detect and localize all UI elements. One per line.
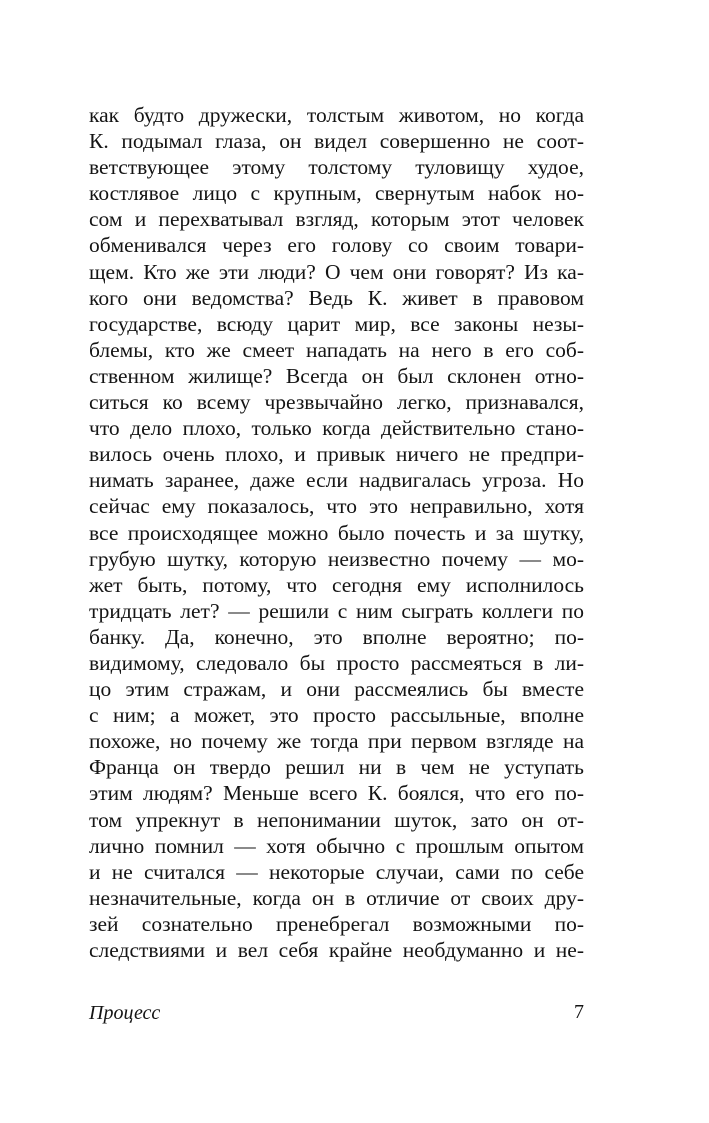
text-line: и не считался — некоторые случаи, сами по себе [89,859,584,884]
text-line: похоже, но почему же тогда при первом взгляде на [89,729,584,754]
text-line: жет быть, потому, что сегодня ему исполнилось [89,572,584,597]
body-text [89,102,584,963]
text-line: как будто дружески, толстым животом, но когда [89,103,584,127]
text-line: этим людям? Меньше всего К. боялся, что его по- [89,781,584,806]
text-line: грубую шутку, которую неизвестно почему — мо- [89,546,584,571]
text-line: ветствующее этому толстому туловищу худое, [89,155,584,180]
text-line: том упрекнут в непонимании шуток, зато он от- [89,807,584,832]
text-line: незначительные, когда он в отличие от своих дру- [89,885,584,910]
text-line: с ним; а может, это просто рассыльные, вполне [89,703,584,728]
text-line: К. подымал глаза, он видел совершенно не соот- [89,129,584,154]
running-footer-title: Процесс [89,1002,161,1024]
text-line: Франца он твердо решил ни в чем не уступать [89,755,584,780]
text-line: блемы, кто же смеет нападать на него в его соб- [89,337,584,362]
text-line: обменивался через его голову со своим товари- [89,233,584,258]
text-line: щем. Кто же эти люди? О чем они говорят? Из ка- [89,259,584,284]
text-line: сейчас ему показалось, что это неправильно, хотя [89,494,584,519]
text-line: ситься ко всему чрезвычайно легко, признавался, [89,390,584,415]
text-line: цо этим стражам, и они рассмеялись бы вместе [89,677,584,702]
text-line: зей сознательно пренебрегал возможными по- [89,911,584,936]
page-number: 7 [574,1001,584,1023]
text-line: банку. Да, конечно, это вполне вероятно; по- [89,624,584,649]
text-line: видимому, следовало бы просто рассмеяться в ли- [89,650,584,675]
text-line: государстве, всюду царит мир, все законы незы- [89,311,584,336]
text-line: костлявое лицо с крупным, свернутым набок но- [89,181,584,206]
text-line: тридцать лет? — решили с ним сыграть коллеги по [89,598,584,623]
text-line: кого они ведомства? Ведь К. живет в правовом [89,285,584,310]
text-line: нимать заранее, даже если надвигалась угроза. Но [89,468,584,493]
text-line: все происходящее можно было почесть и за шутку, [89,520,584,545]
text-line: сом и перехватывал взгляд, которым этот человек [89,207,584,232]
text-line: вилось очень плохо, и привык ничего не предпри- [89,442,584,467]
text-line: ственном жилище? Всегда он был склонен отно- [89,363,584,388]
text-line: следствиями и вел себя крайне необдуманно и не- [89,938,584,962]
text-line: что дело плохо, только когда действительно стано- [89,416,584,441]
text-line: лично помнил — хотя обычно с прошлым опытом [89,833,584,858]
